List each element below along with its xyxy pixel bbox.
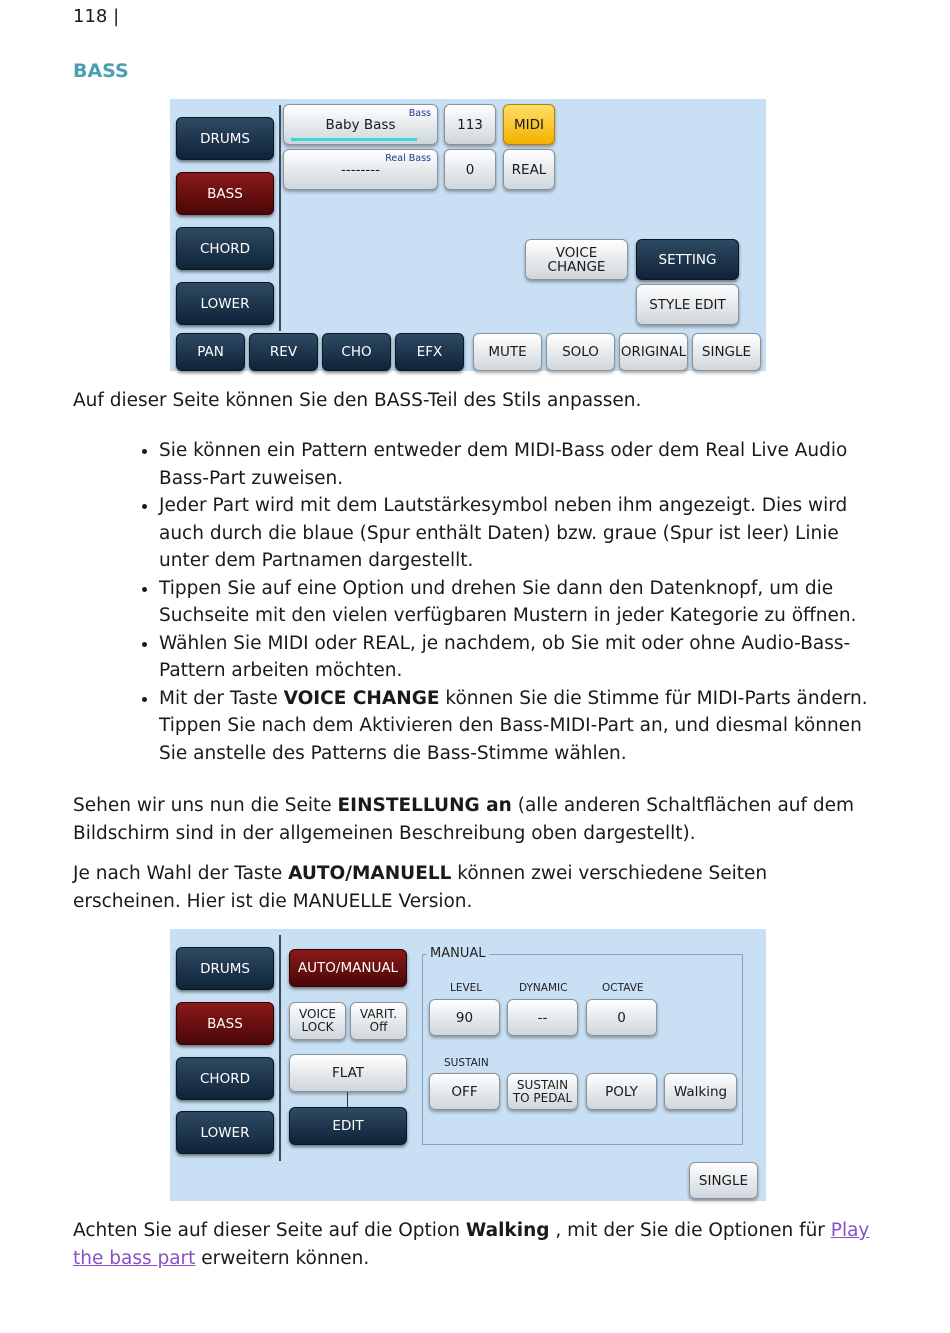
tab-lower[interactable]: LOWER (176, 282, 274, 325)
divider (279, 935, 281, 1161)
paragraph-bold: EINSTELLUNG an (337, 795, 512, 816)
midi-pattern-tag: Bass (408, 108, 431, 119)
midi-button[interactable]: MIDI (503, 104, 555, 145)
paragraph-text: Achten Sie auf dieser Seite auf die Option (73, 1220, 466, 1241)
sustain-label: SUSTAIN (444, 1057, 489, 1069)
edit-button[interactable]: EDIT (289, 1107, 407, 1145)
tab-drums[interactable]: DRUMS (176, 117, 274, 160)
paragraph-bold: Walking (465, 1220, 550, 1241)
single-button[interactable]: SINGLE (689, 1162, 758, 1199)
paragraph-bold: AUTO/MANUELL (288, 863, 452, 884)
tab-drums[interactable]: DRUMS (176, 947, 274, 990)
cho-button[interactable]: CHO (322, 333, 391, 371)
page-number: 118 | (73, 6, 120, 27)
paragraph-text: Sehen wir uns nun die Seite (73, 795, 338, 816)
paragraph-text: erweitern können. (195, 1247, 370, 1269)
paragraph-text: Je nach Wahl der Taste (73, 863, 289, 884)
list-item: • Tippen Sie auf eine Option und drehen Sie dann den Datenknopf, um die Suchseite mit den vielen verfügbaren Mustern in jeder Kategorie zu öffnen. (159, 575, 873, 630)
dynamic-value[interactable]: -- (507, 999, 578, 1036)
tab-chord[interactable]: CHORD (176, 227, 274, 270)
sustain-to-pedal-button[interactable]: SUSTAIN TO PEDAL (507, 1073, 578, 1110)
intro-paragraph: Auf dieser Seite können Sie den BASS-Teil des Stils anpassen. (73, 390, 642, 411)
paragraph-text: , mit der Sie die Optionen für (549, 1220, 831, 1241)
setting-button[interactable]: SETTING (636, 239, 739, 280)
tab-lower[interactable]: LOWER (176, 1111, 274, 1154)
efx-button[interactable]: EFX (395, 333, 464, 371)
real-pattern-number[interactable]: 0 (444, 149, 496, 190)
level-label: LEVEL (450, 982, 483, 994)
paragraph-text: (alle anderen Schaltflächen auf dem Bildschirm sind in der allgemeinen Beschreibung oben dargestellt). (73, 795, 855, 844)
solo-button[interactable]: SOLO (546, 333, 615, 371)
list-item: • Sie können ein Pattern entweder dem MIDI-Bass oder dem Real Live Audio Bass-Part zuweisen. (159, 437, 873, 492)
octave-value[interactable]: 0 (586, 999, 657, 1036)
connector-line (347, 1092, 348, 1108)
paragraph-text: können zwei verschiedene Seiten erscheinen. Hier ist die MANUELLE Version. (73, 863, 768, 912)
walking-button[interactable]: Walking (664, 1073, 737, 1110)
tab-chord[interactable]: CHORD (176, 1057, 274, 1100)
track-data-line (291, 138, 417, 141)
final-paragraph (73, 1217, 873, 1272)
pan-button[interactable]: PAN (176, 333, 245, 371)
single-button[interactable]: SINGLE (692, 333, 761, 371)
list-item-text: Mit der Taste (159, 687, 284, 709)
auto-manual-paragraph (73, 860, 873, 915)
bass-page-screenshot (170, 99, 766, 371)
voice-lock-button[interactable]: VOICE LOCK (289, 1002, 346, 1040)
rev-button[interactable]: REV (249, 333, 318, 371)
list-item: • Jeder Part wird mit dem Lautstärkesymbol neben ihm angezeigt. Dies wird auch durch die blaue (Spur enthält Daten) bzw. graue (Spur ist leer) Linie unter dem Partnamen dargestellt. (159, 492, 873, 575)
varit-button[interactable]: VARIT. Off (350, 1002, 407, 1040)
poly-button[interactable]: POLY (586, 1073, 657, 1110)
real-pattern-tag: Real Bass (385, 153, 431, 164)
flat-button[interactable]: FLAT (289, 1054, 407, 1092)
octave-label: OCTAVE (602, 982, 644, 994)
dynamic-label: DYNAMIC (519, 982, 568, 994)
style-edit-button[interactable]: STYLE EDIT (636, 284, 739, 325)
level-value[interactable]: 90 (429, 999, 500, 1036)
tab-bass[interactable]: BASS (176, 172, 274, 215)
midi-pattern-name: Baby Bass (325, 116, 396, 133)
original-button[interactable]: ORIGINAL (619, 333, 688, 371)
midi-pattern-button[interactable] (283, 104, 438, 145)
settings-paragraph (73, 792, 873, 847)
list-item-bold: VOICE CHANGE (283, 687, 440, 709)
mute-button[interactable]: MUTE (473, 333, 542, 371)
feature-list (73, 437, 873, 767)
bass-setting-screenshot (170, 929, 766, 1201)
list-item-text: können Sie die Stimme für MIDI-Parts ändern. Tippen Sie nach dem Aktivieren den Bass-MIDI-Part an, und diesmal können Sie anstelle des Patterns die Bass-Stimme wählen. (159, 687, 868, 764)
play-bass-part-link[interactable]: Play the bass part (73, 1220, 870, 1269)
real-pattern-name: -------- (341, 161, 380, 178)
tab-bass[interactable]: BASS (176, 1002, 274, 1045)
section-heading: BASS (73, 60, 129, 82)
real-button[interactable]: REAL (503, 149, 555, 190)
list-item: • Wählen Sie MIDI oder REAL, je nachdem, ob Sie mit oder ohne Audio-Bass-Pattern arbeiten möchten. (159, 630, 873, 685)
manual-label: MANUAL (427, 946, 489, 961)
midi-pattern-number[interactable]: 113 (444, 104, 496, 145)
auto-manual-button[interactable]: AUTO/MANUAL (289, 949, 407, 987)
divider (279, 105, 281, 331)
list-item (159, 685, 873, 768)
sustain-off-button[interactable]: OFF (429, 1073, 500, 1110)
real-pattern-button[interactable] (283, 149, 438, 190)
voice-change-button[interactable]: VOICE CHANGE (525, 239, 628, 280)
